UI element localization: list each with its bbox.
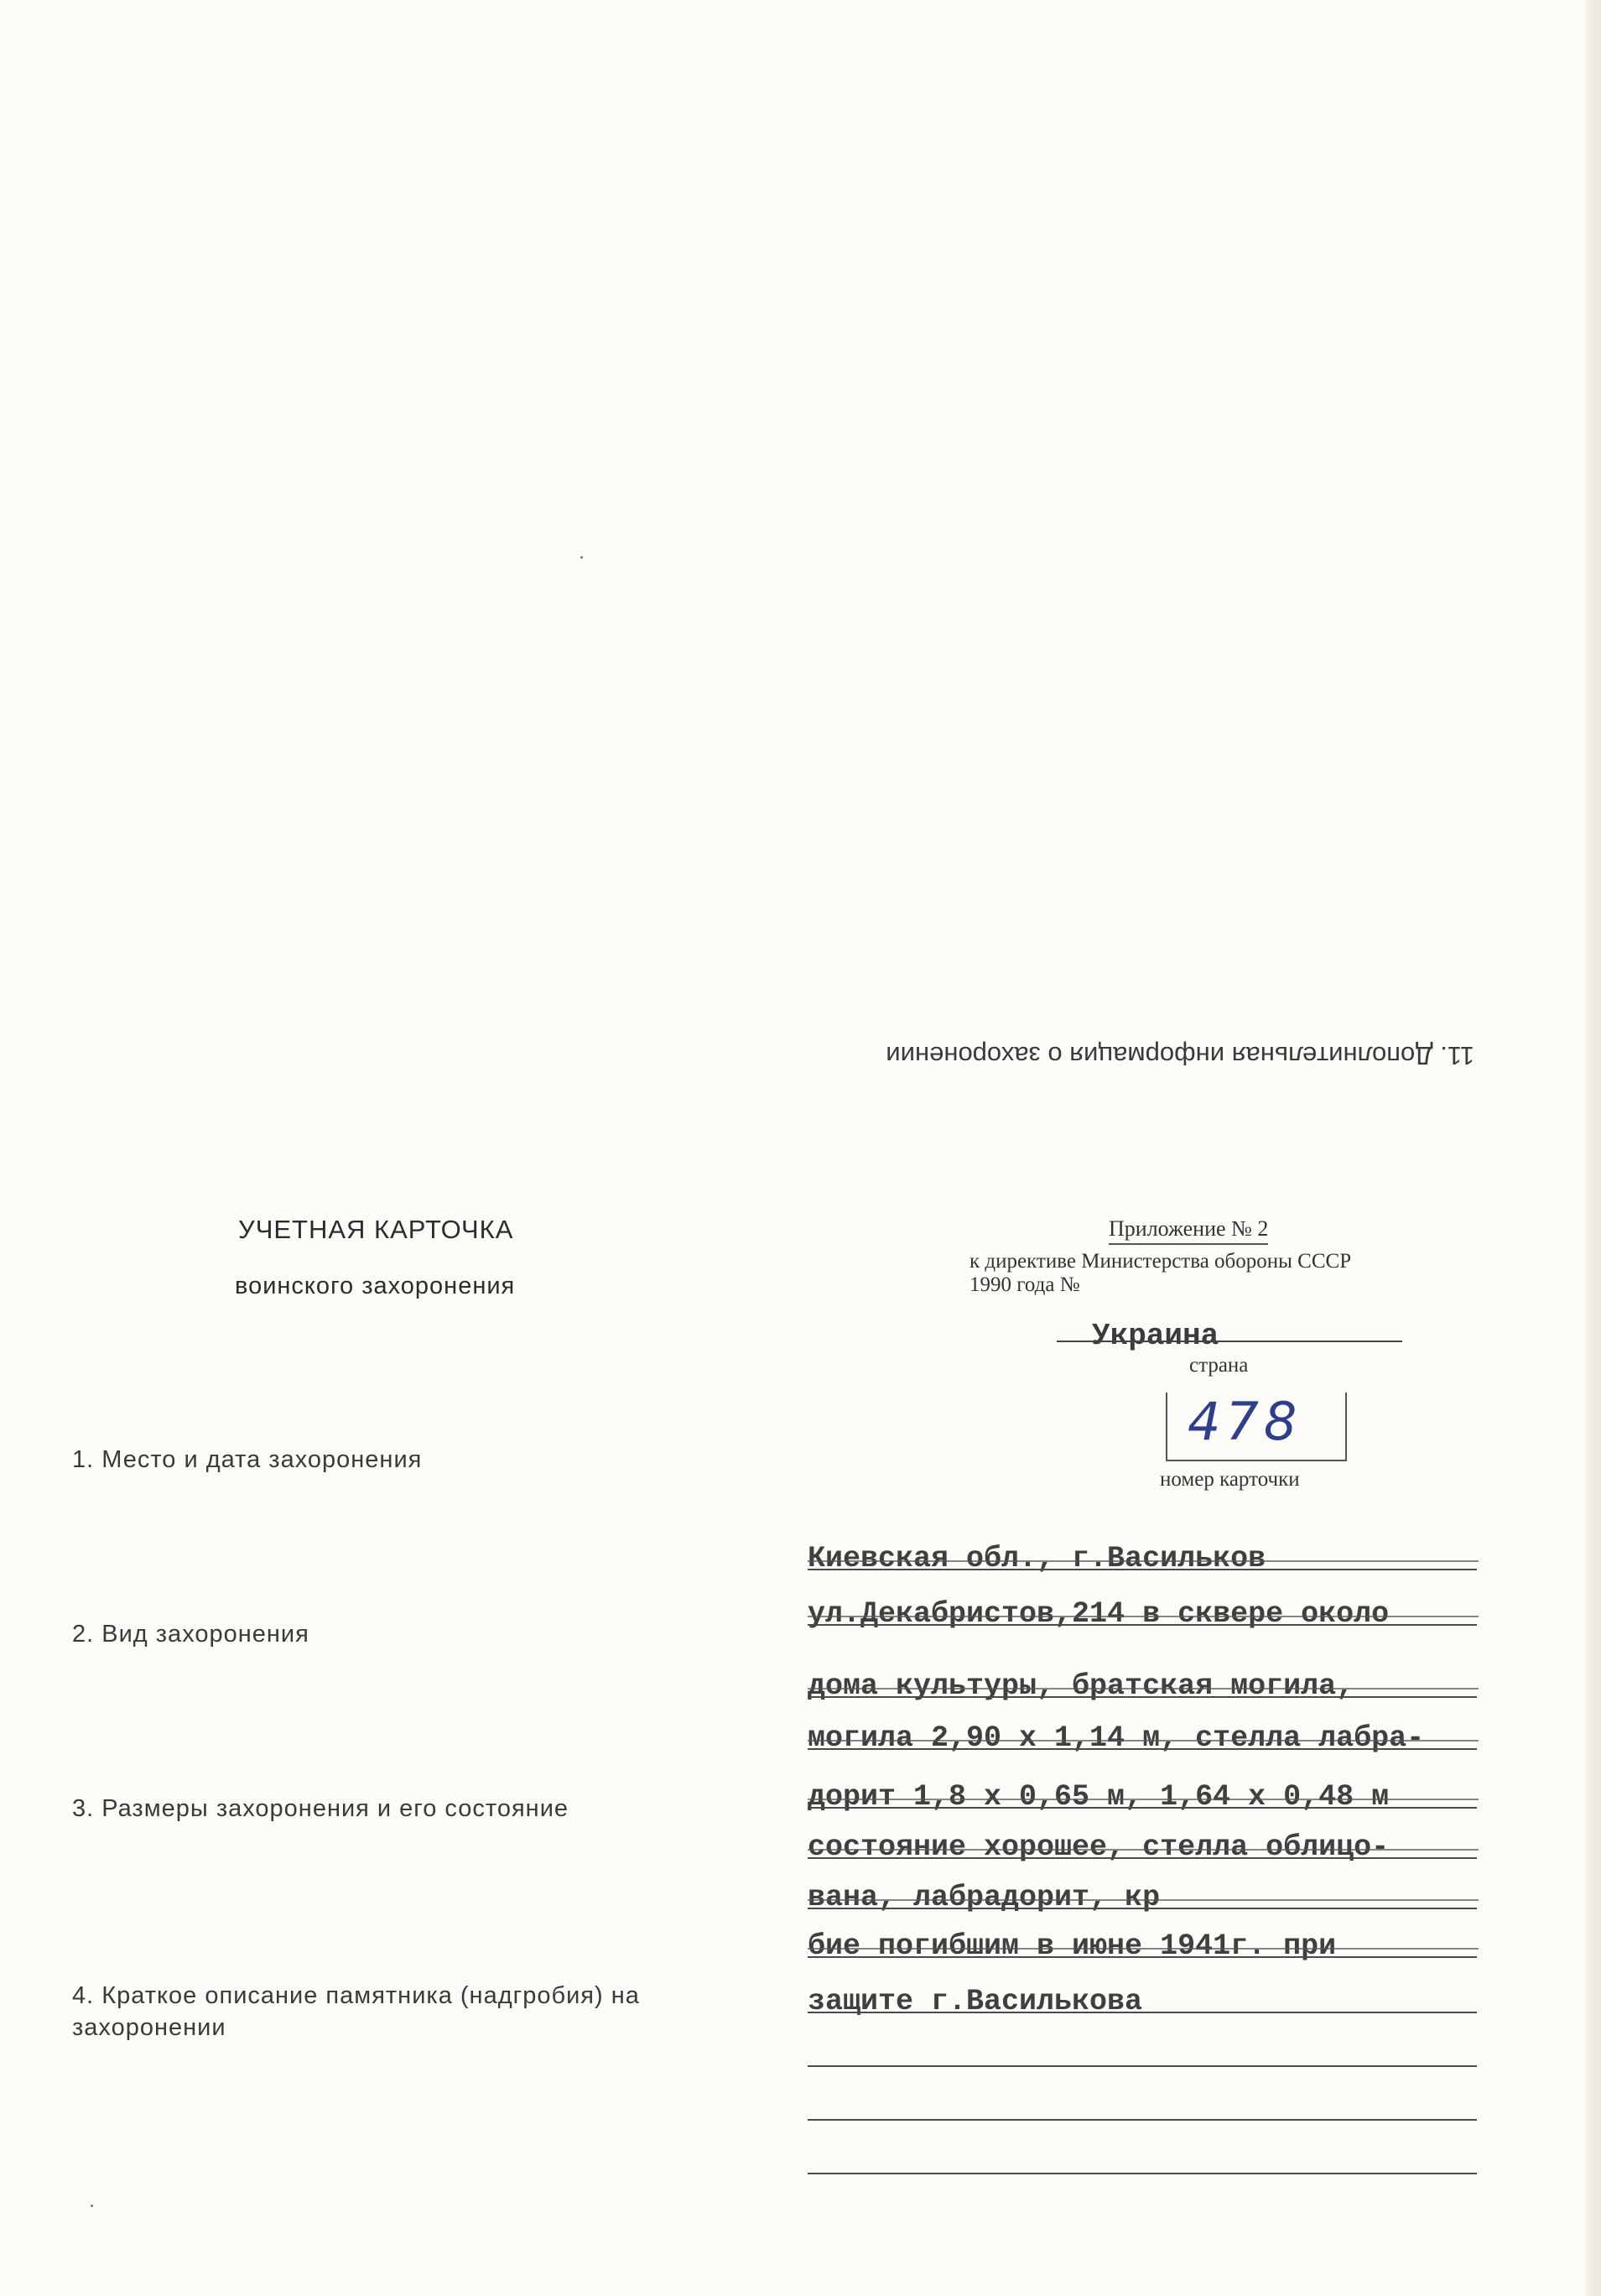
- field-label-monument-description: 4. Краткое описание памятника (надгробия) на захоронении: [72, 1982, 640, 2041]
- strike-line: [808, 1688, 1479, 1689]
- entry-rule: [808, 1857, 1477, 1859]
- country-value: Украина: [1092, 1319, 1219, 1353]
- typed-line: дома культуры, братская могила,: [808, 1669, 1354, 1703]
- card-title: УЧЕТНАЯ КАРТОЧКА: [238, 1215, 514, 1244]
- field-label-burial-type: 2. Вид захоронения: [72, 1621, 309, 1648]
- section-11-additional-info: 11. Дополнительная информация о захоронении: [886, 1041, 1474, 1070]
- field-label-size-condition: 3. Размеры захоронения и его состояние: [72, 1795, 569, 1822]
- typed-line: состояние хорошее, стелла облицо-: [808, 1830, 1390, 1864]
- field-label-place-date: 1. Место и дата захоронения: [72, 1446, 423, 1473]
- typed-line: Киевская обл., г.Васильков: [808, 1542, 1266, 1575]
- entry-rule: [808, 1624, 1477, 1626]
- typed-line: ул.Декабристов,214 в сквере около: [808, 1597, 1390, 1631]
- entry-rule: [808, 1807, 1477, 1809]
- strike-line: [808, 1616, 1479, 1617]
- typed-line: вана, лабрадорит, кр: [808, 1881, 1161, 1914]
- typed-line: бие погибшим в июне 1941г. при: [808, 1929, 1337, 1963]
- entry-rule: [808, 1908, 1477, 1909]
- card-number-caption: номер карточки: [1160, 1468, 1300, 1491]
- entry-rule: [808, 1696, 1477, 1698]
- directive-line-1: к директиве Министерства обороны СССР: [969, 1250, 1352, 1273]
- country-underline: [1057, 1341, 1402, 1342]
- paper-speck: [91, 2205, 93, 2207]
- typed-line: защите г.Василькова: [808, 1985, 1143, 2018]
- typed-line: дорит 1,8 х 0,65 м, 1,64 х 0,48 м: [808, 1780, 1390, 1814]
- strike-line: [808, 1799, 1479, 1800]
- strike-line: [808, 1740, 1479, 1742]
- card-subtitle: воинского захоронения: [235, 1273, 516, 1299]
- strike-line: [808, 1948, 1479, 1950]
- typed-line: могила 2,90 х 1,14 м, стелла лабра-: [808, 1721, 1425, 1755]
- directive-line-2: 1990 года №: [969, 1273, 1080, 1296]
- strike-line: [808, 1899, 1479, 1901]
- paper-edge: [1586, 0, 1601, 2296]
- entry-rule: [808, 1748, 1477, 1750]
- entry-rule: [808, 1569, 1477, 1570]
- country-caption: страна: [1189, 1354, 1249, 1377]
- entry-rule: [808, 2065, 1477, 2067]
- strike-line: [808, 1560, 1479, 1562]
- card-number-value: 478: [1188, 1391, 1302, 1452]
- entry-rule: [808, 2012, 1477, 2013]
- appendix-label: Приложение № 2: [1109, 1216, 1268, 1245]
- strike-line: [808, 1849, 1479, 1851]
- entry-rule: [808, 2119, 1477, 2121]
- entry-rule: [808, 1956, 1477, 1958]
- paper-speck: [580, 556, 583, 559]
- entry-rule: [808, 2173, 1477, 2174]
